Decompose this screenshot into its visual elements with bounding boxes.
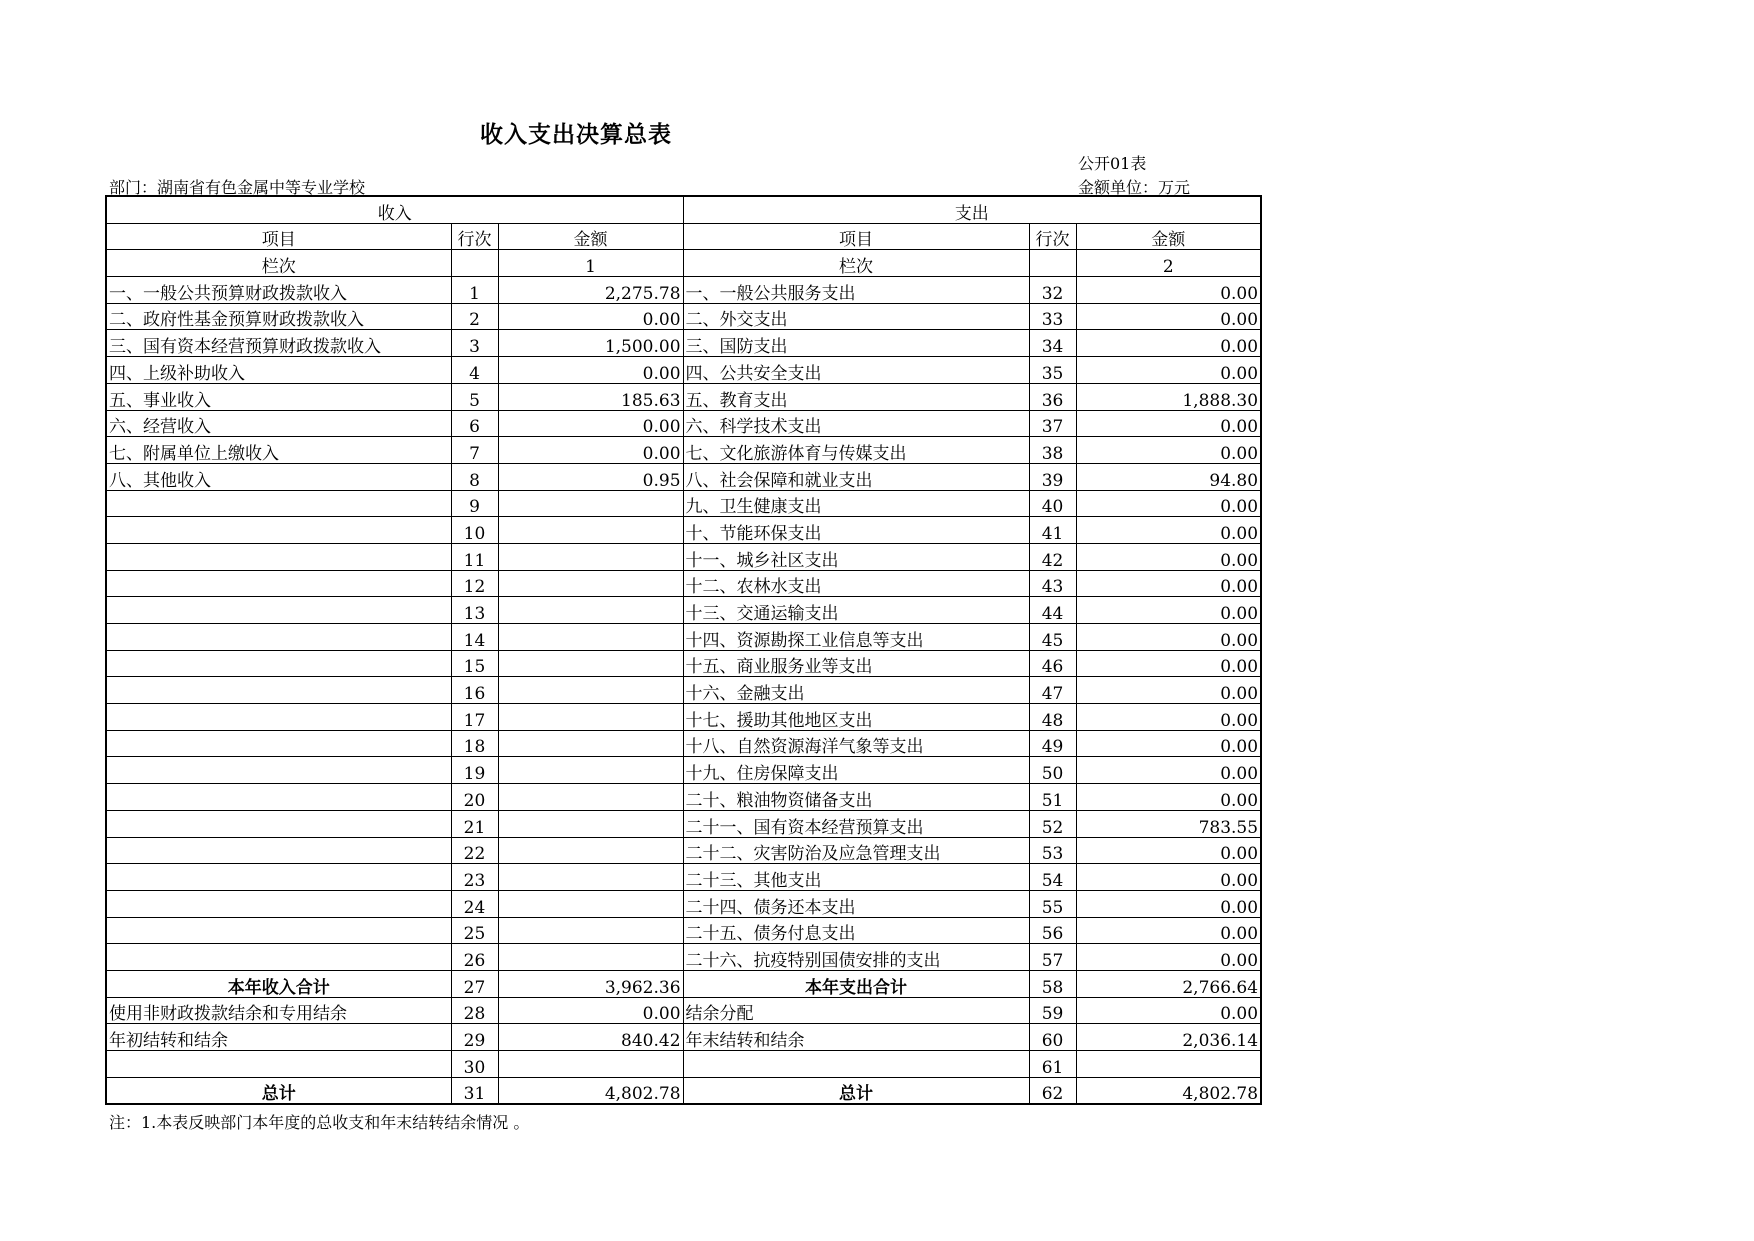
income-row-no-cell: 25 [451,917,498,944]
income-row-no-cell: 18 [451,730,498,757]
income-item-cell [106,1051,451,1078]
table-row [106,810,1261,837]
page-title: 收入支出决算总表 [480,122,672,148]
expense-item-cell: 十二、农林水支出 [683,570,1029,597]
table-row [106,597,1261,624]
expense-amount-cell: 2,766.64 [1076,970,1261,997]
income-row-no-cell: 22 [451,837,498,864]
expense-item-cell: 总计 [683,1077,1029,1104]
income-row-no-cell: 10 [451,517,498,544]
expense-item-cell: 二、外交支出 [683,303,1029,330]
expense-amount-cell: 0.00 [1076,303,1261,330]
income-amount-cell [498,757,683,784]
expense-row-no-cell: 53 [1029,837,1076,864]
income-row-no-cell: 9 [451,490,498,517]
income-row-no-cell: 15 [451,650,498,677]
table-row [106,970,1261,997]
income-row-no-cell: 19 [451,757,498,784]
income-amount-cell [498,704,683,731]
income-amount-cell [498,810,683,837]
income-item-header: 项目 [106,223,451,250]
table-row [106,410,1261,437]
expense-amount-cell: 0.00 [1076,677,1261,704]
expense-column-no-label: 栏次 [683,250,1029,277]
expense-item-cell: 二十三、其他支出 [683,864,1029,891]
expense-item-cell: 二十、粮油物资储备支出 [683,784,1029,811]
expense-row-no-cell: 61 [1029,1051,1076,1078]
income-row-no-cell: 24 [451,890,498,917]
expense-item-cell: 十八、自然资源海洋气象等支出 [683,730,1029,757]
income-row-no-cell: 1 [451,277,498,304]
table-row [106,890,1261,917]
income-amount-cell: 3,962.36 [498,970,683,997]
column-number-row [106,250,1261,277]
income-item-cell: 六、经营收入 [106,410,451,437]
expense-row-no-cell: 51 [1029,784,1076,811]
income-item-cell [106,704,451,731]
income-row-no-cell: 17 [451,704,498,731]
income-amount-cell: 840.42 [498,1024,683,1051]
expense-item-cell: 十七、援助其他地区支出 [683,704,1029,731]
expense-amount-cell: 94.80 [1076,463,1261,490]
expense-amount-cell: 1,888.30 [1076,383,1261,410]
income-row-no-cell: 3 [451,330,498,357]
expense-amount-cell [1076,1051,1261,1078]
income-row-no-cell: 13 [451,597,498,624]
income-amount-cell: 0.00 [498,357,683,384]
expense-item-cell: 十九、住房保障支出 [683,757,1029,784]
expense-item-cell: 二十六、抗疫特别国债安排的支出 [683,944,1029,971]
table-row [106,784,1261,811]
table-row [106,543,1261,570]
footnote: 注：1.本表反映部门本年度的总收支和年末结转结余情况 。 [109,1113,530,1132]
expense-amount-cell: 0.00 [1076,784,1261,811]
income-item-cell [106,837,451,864]
income-item-cell [106,784,451,811]
expense-amount-cell: 0.00 [1076,330,1261,357]
expense-item-cell: 年末结转和结余 [683,1024,1029,1051]
expense-item-cell: 十四、资源勘探工业信息等支出 [683,624,1029,651]
income-item-cell: 使用非财政拨款结余和专用结余 [106,997,451,1024]
expense-row-no-cell: 35 [1029,357,1076,384]
income-amount-cell [498,1051,683,1078]
income-row-no-cell: 20 [451,784,498,811]
income-row-no-cell: 11 [451,543,498,570]
income-amount-cell [498,570,683,597]
income-row-no-cell: 21 [451,810,498,837]
table-row [106,704,1261,731]
income-amount-cell [498,837,683,864]
expense-row-no-cell: 40 [1029,490,1076,517]
income-amount-cell: 2,275.78 [498,277,683,304]
income-row-no-cell: 27 [451,970,498,997]
expense-row-no-cell: 50 [1029,757,1076,784]
income-row-no-cell: 7 [451,437,498,464]
expense-item-cell: 二十一、国有资本经营预算支出 [683,810,1029,837]
unit-label: 金额单位：万元 [1078,178,1191,197]
expense-item-cell: 十五、商业服务业等支出 [683,650,1029,677]
expense-amount-cell: 4,802.78 [1076,1077,1261,1104]
expense-item-cell: 一、一般公共服务支出 [683,277,1029,304]
income-section-header: 收入 [106,196,683,223]
income-amount-header: 金额 [498,223,683,250]
expense-row-no-cell: 36 [1029,383,1076,410]
income-row-no-cell: 6 [451,410,498,437]
income-item-cell: 总计 [106,1077,451,1104]
expense-row-no-cell: 34 [1029,330,1076,357]
expense-item-header: 项目 [683,223,1029,250]
expense-item-cell: 十六、金融支出 [683,677,1029,704]
income-amount-cell [498,864,683,891]
expense-amount-cell: 783.55 [1076,810,1261,837]
table-row [106,650,1261,677]
expense-item-cell: 二十四、债务还本支出 [683,890,1029,917]
table-row [106,437,1261,464]
income-row-no-cell: 31 [451,1077,498,1104]
expense-column-no: 2 [1076,250,1261,277]
income-amount-cell: 0.95 [498,463,683,490]
income-amount-cell [498,650,683,677]
department-label: 部门：湖南省有色金属中等专业学校 [109,178,366,197]
expense-item-cell: 三、国防支出 [683,330,1029,357]
income-row-no-cell: 4 [451,357,498,384]
table-row [106,303,1261,330]
table-row [106,1077,1261,1104]
income-amount-cell [498,944,683,971]
table-row [106,490,1261,517]
income-amount-cell [498,917,683,944]
table-row [106,517,1261,544]
expense-row-no-cell: 48 [1029,704,1076,731]
expense-amount-cell: 0.00 [1076,837,1261,864]
income-expense-table [105,195,1262,1105]
expense-amount-cell: 0.00 [1076,704,1261,731]
income-amount-cell [498,490,683,517]
income-column-no: 1 [498,250,683,277]
expense-row-no-cell: 42 [1029,543,1076,570]
expense-amount-cell: 0.00 [1076,543,1261,570]
income-amount-cell [498,677,683,704]
expense-item-cell: 二十二、灾害防治及应急管理支出 [683,837,1029,864]
income-item-cell [106,890,451,917]
expense-item-cell: 七、文化旅游体育与传媒支出 [683,437,1029,464]
expense-row-no-cell: 57 [1029,944,1076,971]
expense-item-cell: 十一、城乡社区支出 [683,543,1029,570]
expense-amount-cell: 0.00 [1076,917,1261,944]
table-row [106,730,1261,757]
income-item-cell [106,944,451,971]
table-row [106,917,1261,944]
expense-item-cell: 十三、交通运输支出 [683,597,1029,624]
expense-section-header: 支出 [683,196,1261,223]
income-amount-cell: 0.00 [498,997,683,1024]
expense-row-no-cell: 55 [1029,890,1076,917]
income-row-no-cell: 16 [451,677,498,704]
expense-row-no-cell: 56 [1029,917,1076,944]
income-amount-cell: 0.00 [498,437,683,464]
expense-amount-cell: 0.00 [1076,944,1261,971]
table-row [106,677,1261,704]
expense-amount-cell: 0.00 [1076,570,1261,597]
income-item-cell [106,570,451,597]
expense-amount-cell: 0.00 [1076,277,1261,304]
expense-amount-header: 金额 [1076,223,1261,250]
expense-row-no-cell: 46 [1029,650,1076,677]
expense-row-no-cell: 43 [1029,570,1076,597]
income-amount-cell [498,597,683,624]
income-amount-cell [498,624,683,651]
income-item-cell: 二、政府性基金预算财政拨款收入 [106,303,451,330]
expense-row-no-cell: 39 [1029,463,1076,490]
expense-item-cell: 结余分配 [683,997,1029,1024]
table-row [106,383,1261,410]
table-row [106,864,1261,891]
income-column-no-blank [451,250,498,277]
income-item-cell [106,864,451,891]
form-number: 公开01表 [1078,154,1147,173]
table-row [106,1024,1261,1051]
table-row [106,1051,1261,1078]
income-amount-cell [498,784,683,811]
expense-item-cell: 九、卫生健康支出 [683,490,1029,517]
income-item-cell [106,624,451,651]
expense-amount-cell: 0.00 [1076,357,1261,384]
expense-row-no-cell: 45 [1029,624,1076,651]
expense-amount-cell: 0.00 [1076,864,1261,891]
expense-amount-cell: 0.00 [1076,597,1261,624]
income-item-cell [106,730,451,757]
income-item-cell: 一、一般公共预算财政拨款收入 [106,277,451,304]
table-row [106,944,1261,971]
expense-row-no-cell: 59 [1029,997,1076,1024]
expense-amount-cell: 0.00 [1076,490,1261,517]
expense-row-no-cell: 58 [1029,970,1076,997]
table-row [106,757,1261,784]
income-item-cell [106,543,451,570]
income-item-cell [106,650,451,677]
income-item-cell [106,490,451,517]
expense-row-no-cell: 37 [1029,410,1076,437]
expense-amount-cell: 0.00 [1076,437,1261,464]
income-item-cell [106,597,451,624]
expense-row-no-cell: 62 [1029,1077,1076,1104]
income-amount-cell: 0.00 [498,303,683,330]
income-row-no-cell: 2 [451,303,498,330]
income-amount-cell: 0.00 [498,410,683,437]
expense-amount-cell: 0.00 [1076,410,1261,437]
table-row [106,463,1261,490]
expense-item-cell: 六、科学技术支出 [683,410,1029,437]
income-row-no-cell: 23 [451,864,498,891]
income-row-no-header: 行次 [451,223,498,250]
expense-item-cell: 八、社会保障和就业支出 [683,463,1029,490]
expense-amount-cell: 0.00 [1076,730,1261,757]
income-item-cell [106,517,451,544]
income-item-cell: 三、国有资本经营预算财政拨款收入 [106,330,451,357]
income-amount-cell: 185.63 [498,383,683,410]
income-row-no-cell: 12 [451,570,498,597]
income-item-cell: 八、其他收入 [106,463,451,490]
expense-item-cell: 四、公共安全支出 [683,357,1029,384]
expense-item-cell: 本年支出合计 [683,970,1029,997]
table-row [106,357,1261,384]
expense-amount-cell: 0.00 [1076,997,1261,1024]
income-column-no-label: 栏次 [106,250,451,277]
income-item-cell [106,917,451,944]
column-header-row [106,223,1261,250]
expense-amount-cell: 0.00 [1076,757,1261,784]
income-row-no-cell: 26 [451,944,498,971]
income-row-no-cell: 28 [451,997,498,1024]
expense-row-no-cell: 41 [1029,517,1076,544]
table-row [106,330,1261,357]
expense-amount-cell: 0.00 [1076,890,1261,917]
expense-amount-cell: 0.00 [1076,517,1261,544]
income-item-cell: 本年收入合计 [106,970,451,997]
income-item-cell: 四、上级补助收入 [106,357,451,384]
income-row-no-cell: 29 [451,1024,498,1051]
expense-row-no-cell: 38 [1029,437,1076,464]
income-amount-cell: 1,500.00 [498,330,683,357]
income-item-cell [106,810,451,837]
expense-amount-cell: 0.00 [1076,650,1261,677]
section-header-row [106,196,1261,223]
income-row-no-cell: 5 [451,383,498,410]
expense-row-no-cell: 49 [1029,730,1076,757]
income-item-cell [106,677,451,704]
expense-row-no-cell: 32 [1029,277,1076,304]
income-row-no-cell: 30 [451,1051,498,1078]
income-item-cell: 五、事业收入 [106,383,451,410]
income-row-no-cell: 8 [451,463,498,490]
income-amount-cell: 4,802.78 [498,1077,683,1104]
expense-row-no-header: 行次 [1029,223,1076,250]
income-amount-cell [498,890,683,917]
table-row [106,997,1261,1024]
expense-amount-cell: 2,036.14 [1076,1024,1261,1051]
table-row [106,570,1261,597]
income-amount-cell [498,543,683,570]
income-amount-cell [498,517,683,544]
table-row [106,277,1261,304]
expense-row-no-cell: 54 [1029,864,1076,891]
income-item-cell: 七、附属单位上缴收入 [106,437,451,464]
expense-row-no-cell: 47 [1029,677,1076,704]
expense-row-no-cell: 52 [1029,810,1076,837]
expense-column-no-blank [1029,250,1076,277]
income-item-cell: 年初结转和结余 [106,1024,451,1051]
expense-amount-cell: 0.00 [1076,624,1261,651]
expense-item-cell: 十、节能环保支出 [683,517,1029,544]
income-row-no-cell: 14 [451,624,498,651]
expense-item-cell: 五、教育支出 [683,383,1029,410]
expense-item-cell: 二十五、债务付息支出 [683,917,1029,944]
income-amount-cell [498,730,683,757]
expense-row-no-cell: 60 [1029,1024,1076,1051]
table-row [106,837,1261,864]
expense-row-no-cell: 33 [1029,303,1076,330]
expense-row-no-cell: 44 [1029,597,1076,624]
expense-item-cell [683,1051,1029,1078]
table-row [106,624,1261,651]
income-item-cell [106,757,451,784]
